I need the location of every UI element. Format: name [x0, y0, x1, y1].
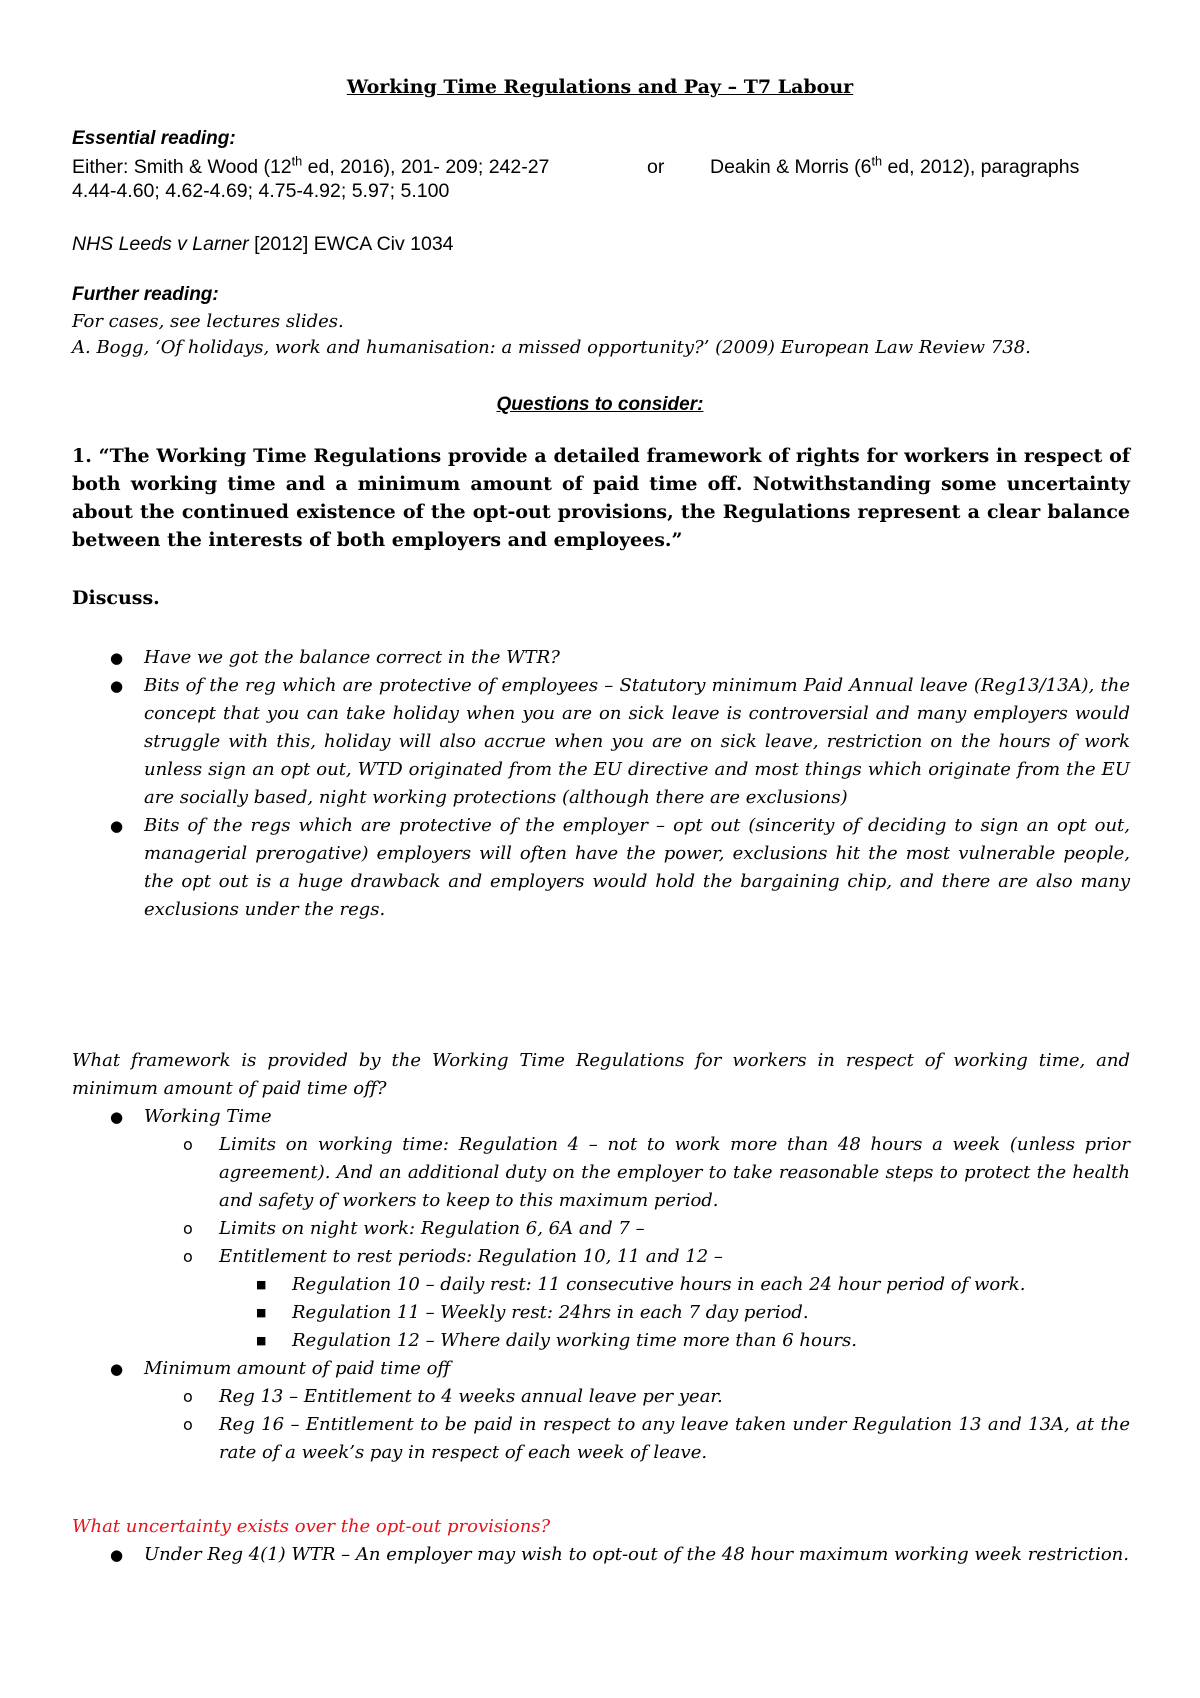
list-item: ● Have we got the balance correct in the WTR? — [0, 644, 1130, 672]
square-bullet-icon: ■ — [256, 1334, 267, 1347]
list-item-paid-time-off: ● Minimum amount of paid time off — [0, 1355, 1130, 1383]
essential-reading-heading: Essential reading: — [72, 128, 236, 149]
list-item: ● Bits of the regs which are protective of the employer – opt out (sincerity of deciding to sign an opt out, managerial prerogative) employers will often have the power, exclusions hit the most vulnerable people, the opt out is a huge drawback and employers would hold the bargaining chip, and there are also many exclusions under the regs. — [0, 812, 1130, 924]
bullet-icon: ● — [110, 1108, 124, 1126]
bullet-icon: ● — [110, 677, 124, 695]
list-item: o Limits on night work: Regulation 6, 6A and 7 – — [0, 1215, 1130, 1243]
discuss-label: Discuss. — [72, 587, 160, 609]
list-item: o Reg 16 – Entitlement to be paid in respect to any leave taken under Regulation 13 and 13A, at the rate of a week’s pay in respect of each week of leave. — [0, 1411, 1130, 1467]
optout-question: What uncertainty exists over the opt-out provisions? — [72, 1516, 551, 1537]
circle-bullet-icon: o — [183, 1387, 193, 1406]
bullet-icon: ● — [110, 1546, 124, 1564]
square-bullet-icon: ■ — [256, 1306, 267, 1319]
list-item: ■ Regulation 12 – Where daily working time more than 6 hours. — [0, 1327, 1130, 1355]
list-item: ■ Regulation 11 – Weekly rest: 24hrs in each 7 day period. — [0, 1299, 1130, 1327]
bullet-icon: ● — [110, 649, 124, 667]
circle-bullet-icon: o — [183, 1415, 193, 1434]
case-name: NHS Leeds v Larner — [72, 233, 249, 255]
circle-bullet-icon: o — [183, 1219, 193, 1238]
circle-bullet-icon: o — [183, 1247, 193, 1266]
bullet-icon: ● — [110, 1360, 124, 1378]
list-item: ● Under Reg 4(1) WTR – An employer may wish to opt-out of the 48 hour maximum working week restriction. — [0, 1541, 1130, 1569]
list-item-working-time: ● Working Time — [0, 1103, 1130, 1131]
further-reading-line-1: For cases, see lectures slides. — [72, 311, 344, 332]
document-title: Working Time Regulations and Pay – T7 Labour — [346, 76, 854, 98]
list-item: ● Bits of the reg which are protective of employees – Statutory minimum Paid Annual leave (Reg13/13A), the concept that you can take holiday when you are on sick leave is controversial and many employers would struggle with this, holiday will also accrue when you are on sick leave, restriction on the hours of work unless sign an opt out, WTD originated from the EU directive and most things which originate from the EU are socially based, night working protections (although there are exclusions) — [0, 672, 1130, 812]
framework-question: What framework is provided by the Working Time Regulations for workers in respect of working time, and minimum amount of paid time off? — [72, 1050, 1130, 1099]
circle-bullet-icon: o — [183, 1135, 193, 1154]
deakin-morris-ref: Deakin & Morris (6th ed, 2012), paragraphs — [710, 154, 1080, 178]
essential-reading-line-1 — [72, 156, 549, 179]
case-reference — [72, 233, 454, 256]
further-reading-heading: Further reading: — [72, 284, 219, 305]
question-1: 1. “The Working Time Regulations provide a detailed framework of rights for workers in respect of both working time and a minimum amount of paid time off. Notwithstanding some uncertainty about the continued existence of the opt-out provisions, the Regulations represent a clear balance between the interests of both employers and employees.” — [72, 445, 1130, 551]
discussion-points-list — [0, 644, 1130, 924]
list-item: o Reg 13 – Entitlement to 4 weeks annual leave per year. — [0, 1383, 1130, 1411]
list-item: o Entitlement to rest periods: Regulation 10, 11 and 12 – — [0, 1243, 1130, 1271]
square-bullet-icon: ■ — [256, 1278, 267, 1291]
further-reading-line-2: A. Bogg, ‘Of holidays, work and humanisation: a missed opportunity?’ (2009) European Law Review 738. — [72, 337, 1031, 358]
essential-reading-paragraphs: 4.44-4.60; 4.62-4.69; 4.75-4.92; 5.97; 5.100 — [72, 180, 450, 202]
bullet-icon: ● — [110, 817, 124, 835]
or-label: or — [647, 156, 665, 178]
optout-list — [0, 1541, 1130, 1569]
smith-wood-ref: Either: Smith & Wood (12th ed, 2016), 201- 209; 242-27 — [72, 154, 550, 178]
list-item: ■ Regulation 10 – daily rest: 11 consecutive hours in each 24 hour period of work. — [0, 1271, 1130, 1299]
questions-heading: Questions to consider: — [496, 394, 704, 415]
case-citation: [2012] EWCA Civ 1034 — [248, 233, 454, 255]
list-item: o Limits on working time: Regulation 4 – not to work more than 48 hours a week (unless prior agreement). And an additional duty on the employer to take reasonable steps to protect the health and safety of workers to keep to this maximum period. — [0, 1131, 1130, 1215]
framework-list — [0, 1103, 1130, 1467]
